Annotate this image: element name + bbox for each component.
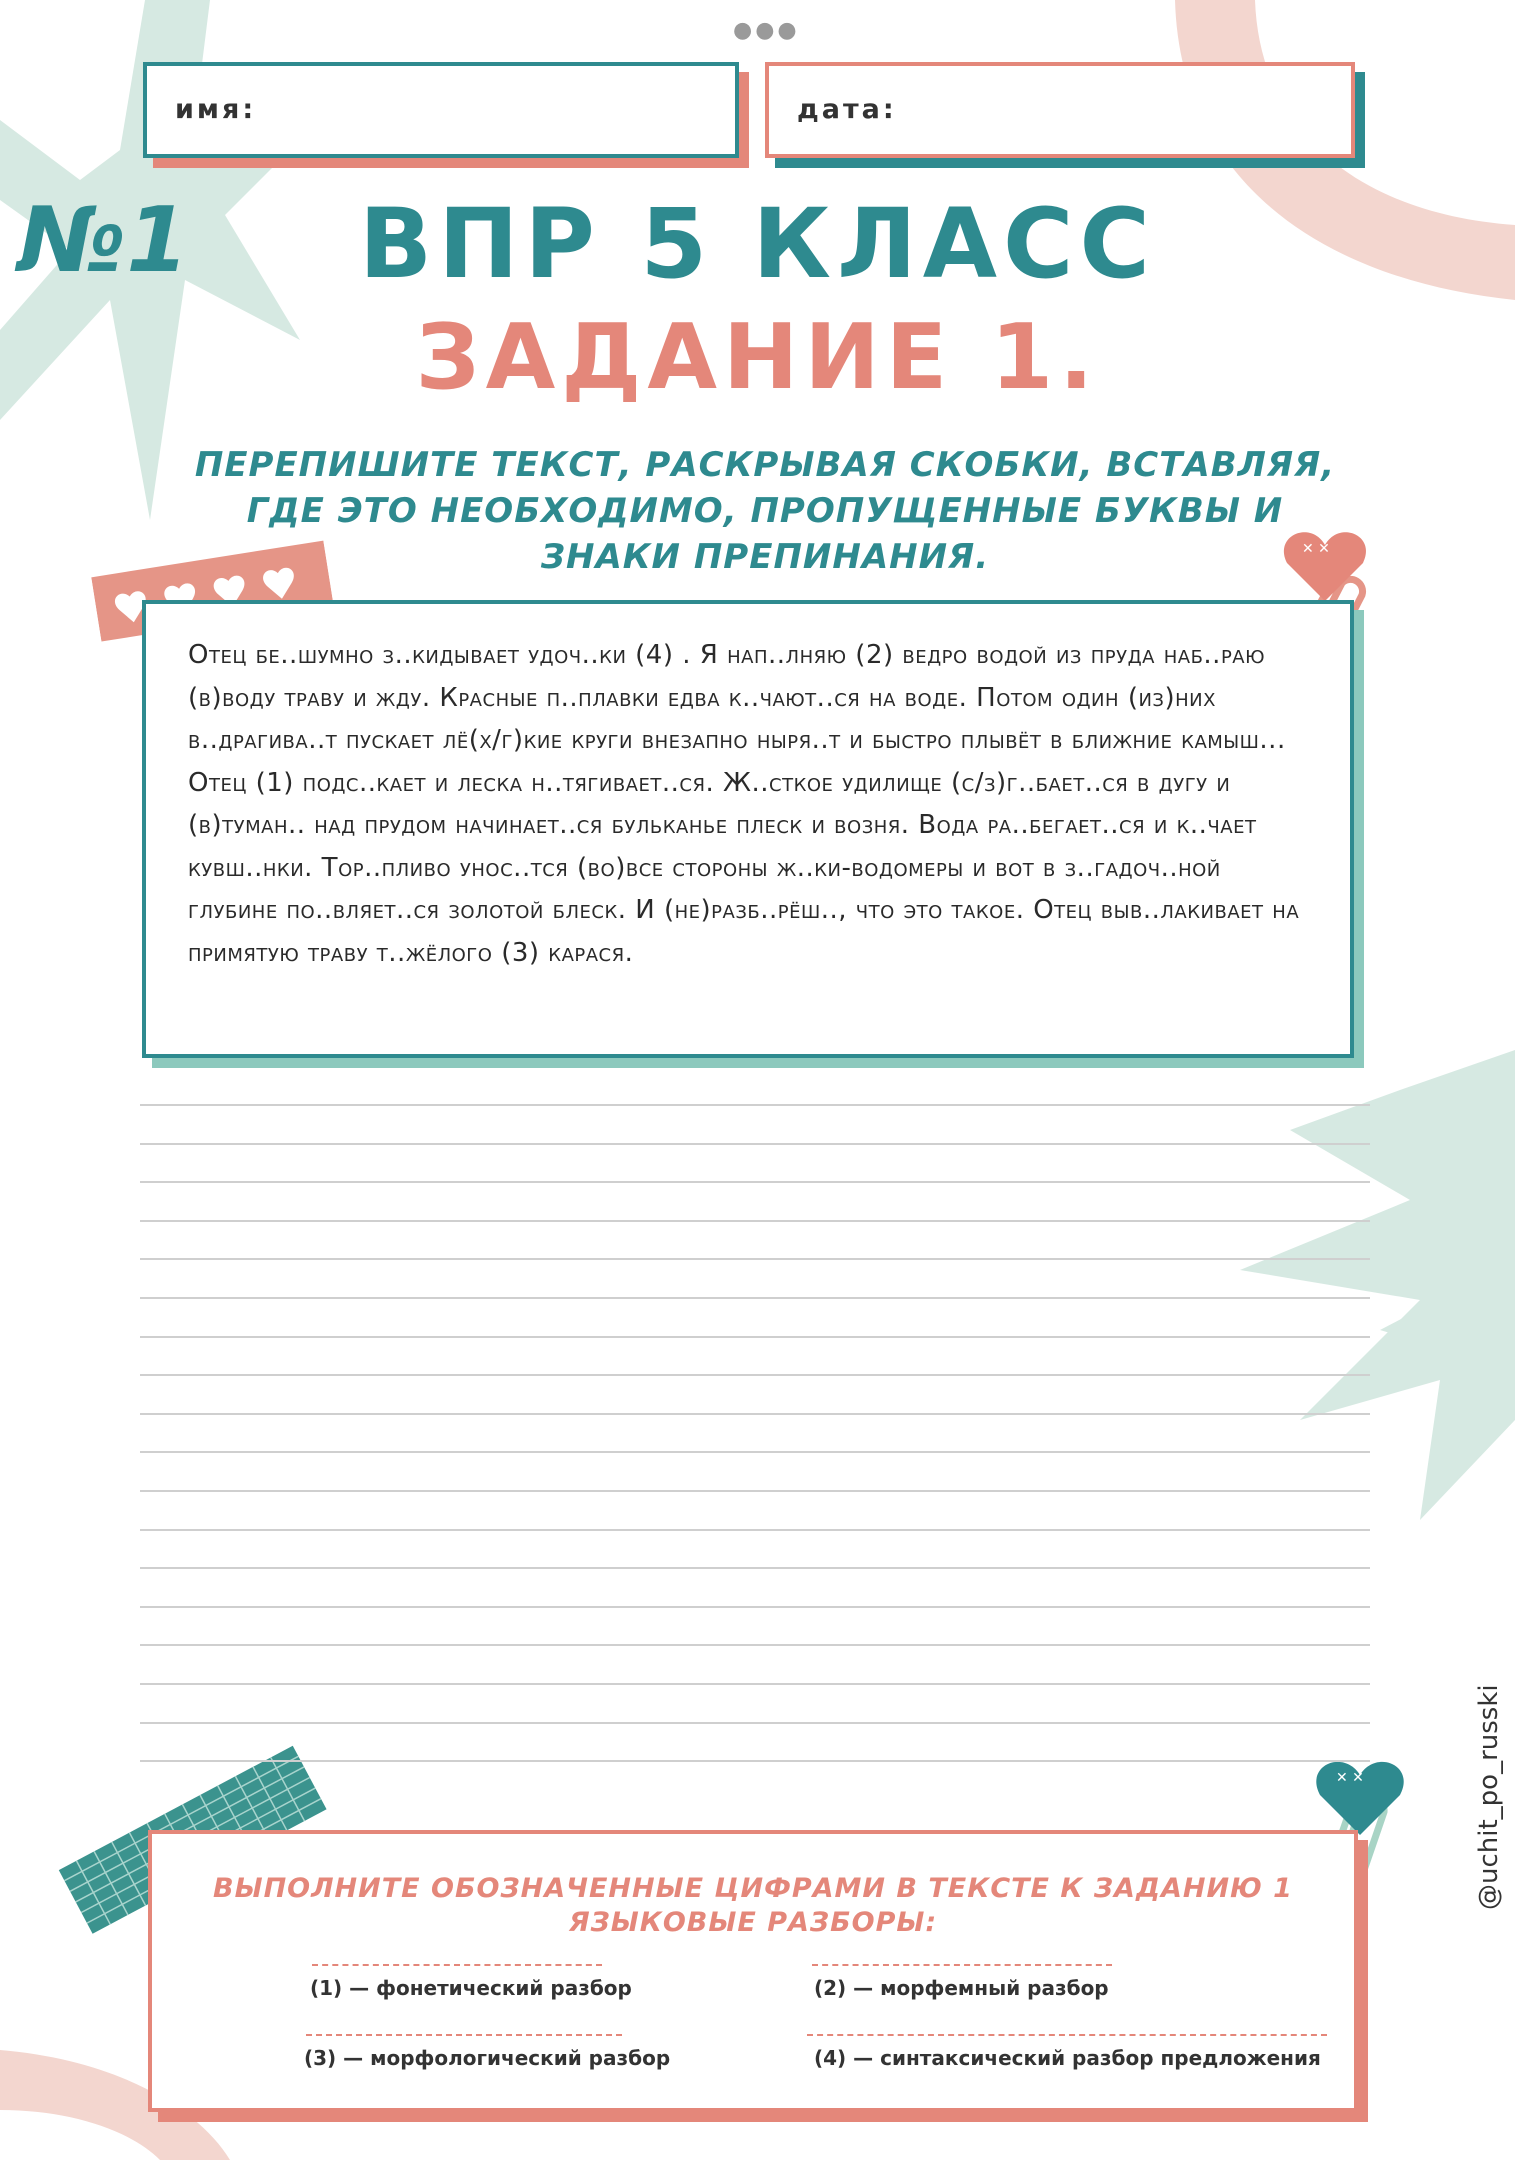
writing-line[interactable]: [140, 1297, 1370, 1299]
analysis-item-4: (4) — синтаксический разбор предложения: [814, 2046, 1321, 2070]
writing-line[interactable]: [140, 1760, 1370, 1762]
exercise-text-box: [142, 600, 1354, 1058]
writing-line[interactable]: [140, 1722, 1370, 1724]
writing-line[interactable]: [140, 1181, 1370, 1183]
svg-text:✕ ✕: ✕ ✕: [1336, 1770, 1364, 1786]
author-handle: @uchit_po_russki: [1474, 1684, 1504, 1910]
writing-line[interactable]: [140, 1451, 1370, 1453]
writing-line[interactable]: [140, 1490, 1370, 1492]
analysis-item-3: (3) — морфологический разбор: [304, 2046, 671, 2070]
more-options-icon[interactable]: ●●●: [733, 18, 800, 43]
answer-line-2[interactable]: [812, 1964, 1112, 1966]
writing-line[interactable]: [140, 1374, 1370, 1376]
writing-line[interactable]: [140, 1606, 1370, 1608]
writing-line[interactable]: [140, 1529, 1370, 1531]
answer-line-1[interactable]: [312, 1964, 602, 1966]
page-subtitle: ЗАДАНИЕ 1.: [415, 305, 1100, 410]
writing-line[interactable]: [140, 1336, 1370, 1338]
writing-line[interactable]: [140, 1220, 1370, 1222]
writing-line[interactable]: [140, 1567, 1370, 1569]
answer-line-3[interactable]: [306, 2034, 622, 2036]
task-instruction: ПЕРЕПИШИТЕ ТЕКСТ, РАСКРЫВАЯ СКОБКИ, ВСТАВЛЯЯ, ГДЕ ЭТО НЕОБХОДИМО, ПРОПУЩЕННЫЕ БУКВЫ И ЗНАКИ ПРЕПИНАНИЯ.: [194, 445, 1336, 577]
answer-line-4[interactable]: [807, 2034, 1327, 2036]
exercise-text: Отец бе..шумно з..кидывает удоч..ки (4) . Я нап..лняю (2) ведро водой из пруда наб..раю (в)воду траву и жду. Красные п..плавки едва к..чают..ся на воде. Потом один (из)них в..драгива..т пускает лё(х/г)кие круги внезапно ныря..т и быстро плывёт в ближние камыш... Отец (1) подс..кает и леска н..тягивает..ся. Ж..сткое удилище (с/з)г..бает..ся в дугу и (в)туман.. над прудом начинает..ся бульканье плеск и возня. Вода ра..бегает..ся и к..чает кувш..нки. Тор..пливо унос..тся (во)все стороны ж..ки-водомеры и вот в з..гадоч..ной глубине по..вляет..ся золотой блеск. И (не)разб..рёш.., что это такое. Отец выв..лакивает на примятую траву т..жёлого (3) карася.: [188, 640, 1300, 968]
page-title: ВПР 5 КЛАСС: [359, 188, 1156, 300]
svg-text:✕ ✕: ✕ ✕: [1302, 541, 1330, 557]
name-label: имя:: [175, 94, 257, 125]
writing-line[interactable]: [140, 1104, 1370, 1106]
analysis-title: ВЫПОЛНИТЕ ОБОЗНАЧЕННЫЕ ЦИФРАМИ В ТЕКСТЕ К ЗАДАНИЮ 1 ЯЗЫКОВЫЕ РАЗБОРЫ:: [213, 1873, 1293, 1938]
analysis-box: [148, 1830, 1358, 2112]
writing-line[interactable]: [140, 1644, 1370, 1646]
date-field[interactable]: [765, 62, 1355, 158]
name-field[interactable]: [143, 62, 739, 158]
writing-line[interactable]: [140, 1143, 1370, 1145]
date-label: дата:: [797, 94, 897, 125]
analysis-item-2: (2) — морфемный разбор: [814, 1976, 1109, 2000]
writing-line[interactable]: [140, 1683, 1370, 1685]
writing-line[interactable]: [140, 1258, 1370, 1260]
task-number: №1: [18, 188, 189, 293]
analysis-item-1: (1) — фонетический разбор: [310, 1976, 632, 2000]
writing-lines[interactable]: [140, 1104, 1370, 1799]
writing-line[interactable]: [140, 1413, 1370, 1415]
